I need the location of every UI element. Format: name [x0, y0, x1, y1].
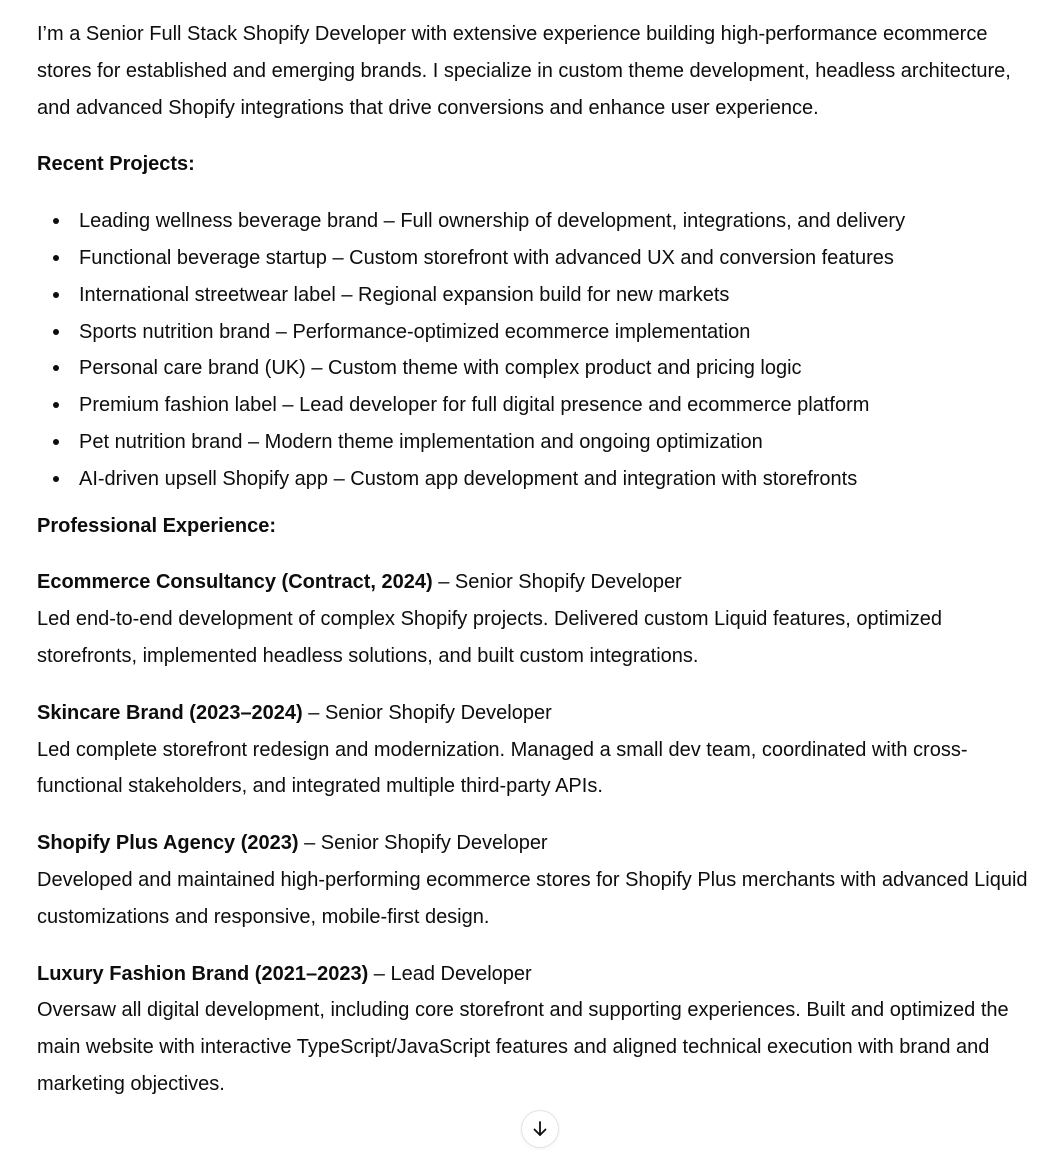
- experience-role: – Senior Shopify Developer: [302, 701, 552, 724]
- recent-projects-heading: Recent Projects:: [37, 153, 195, 176]
- experience-title-line: [37, 825, 1047, 862]
- experience-description: Developed and maintained high-performing ecommerce stores for Shopify Plus merchants with advanced Liquid customizations and responsive, mobile-first design.: [37, 868, 1028, 928]
- project-item: Personal care brand (UK) – Custom theme with complex product and pricing logic: [79, 350, 1047, 387]
- experience-description: Led end-to-end development of complex Shopify projects. Delivered custom Liquid features, optimized storefronts, implemented headless solutions, and built custom integrations.: [37, 608, 942, 667]
- professional-experience-heading: Professional Experience:: [37, 514, 276, 537]
- project-item: AI-driven upsell Shopify app – Custom app development and integration with storefronts: [79, 461, 1047, 498]
- scroll-to-bottom-button[interactable]: [521, 1110, 559, 1148]
- experience-description: Oversaw all digital development, including core storefront and supporting experiences. Built and optimized the main website with interactive TypeScript/JavaScript features and aligned technical execution with brand and marketing objectives.: [37, 999, 1009, 1095]
- intro-paragraph: I’m a Senior Full Stack Shopify Developer with extensive experience building high-performance ecommerce stores for established and emerging brands. I specialize in custom theme development, headless architecture, and advanced Shopify integrations that drive conversions and enhance user experience.: [37, 23, 1011, 119]
- experience-entry: [37, 695, 1047, 805]
- project-item: Functional beverage startup – Custom storefront with advanced UX and conversion features: [79, 240, 1047, 277]
- experience-role: – Senior Shopify Developer: [298, 832, 548, 855]
- experience-company: Luxury Fashion Brand (2021–2023): [37, 962, 369, 985]
- experience-title-line: [37, 564, 1047, 601]
- experience-role: – Senior Shopify Developer: [432, 571, 682, 594]
- project-item: Pet nutrition brand – Modern theme implementation and ongoing optimization: [79, 424, 1047, 461]
- experience-company: Skincare Brand (2023–2024): [37, 701, 303, 724]
- project-item: Premium fashion label – Lead developer for full digital presence and ecommerce platform: [79, 387, 1047, 424]
- experience-title-line: [37, 956, 1047, 993]
- project-item: Sports nutrition brand – Performance-optimized ecommerce implementation: [79, 314, 1047, 351]
- project-item: International streetwear label – Regional expansion build for new markets: [79, 277, 1047, 314]
- experience-role: – Lead Developer: [368, 962, 532, 985]
- experience-company: Ecommerce Consultancy (Contract, 2024): [37, 571, 433, 594]
- project-item: Leading wellness beverage brand – Full ownership of development, integrations, and delivery: [79, 203, 1047, 240]
- message-content: [37, 16, 1047, 1123]
- recent-projects-list: [37, 203, 1047, 497]
- experience-title-line: [37, 695, 1047, 732]
- arrow-down-icon: [530, 1119, 550, 1139]
- experience-company: Shopify Plus Agency (2023): [37, 832, 299, 855]
- experience-entry: [37, 825, 1047, 935]
- experience-entry: [37, 956, 1047, 1103]
- experience-entry: [37, 564, 1047, 674]
- experience-description: Led complete storefront redesign and modernization. Managed a small dev team, coordinated with cross-functional stakeholders, and integrated multiple third-party APIs.: [37, 738, 968, 798]
